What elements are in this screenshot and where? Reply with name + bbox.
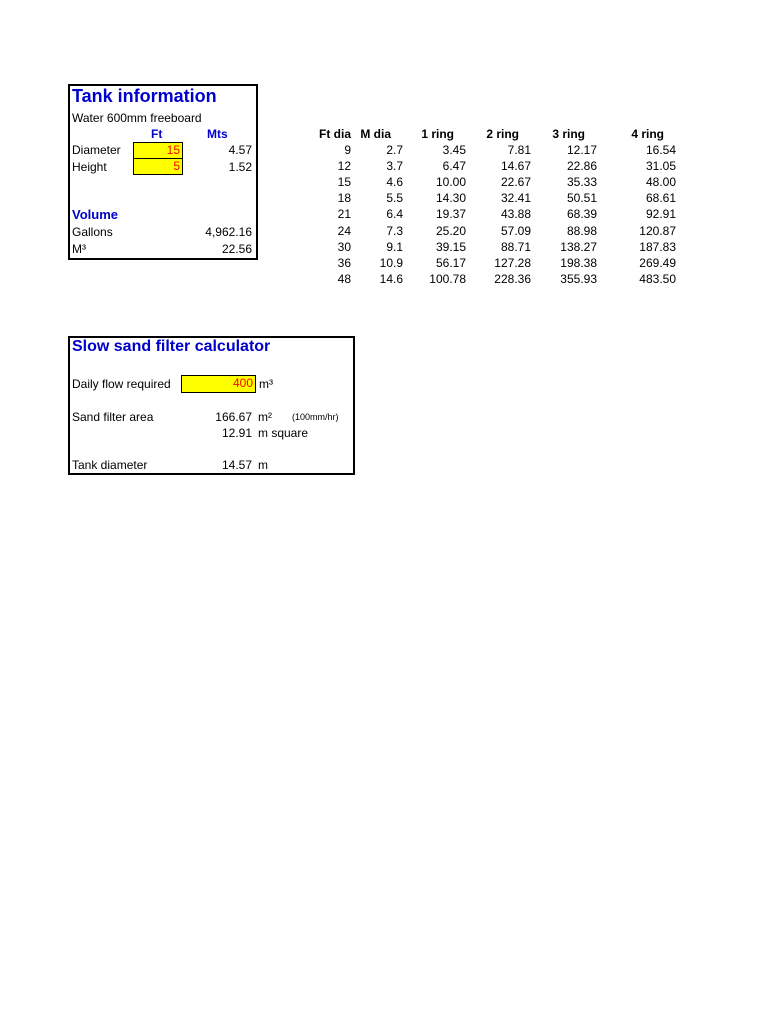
ring-table-cell: 14.6	[379, 271, 403, 286]
filter-title: Slow sand filter calculator	[72, 338, 271, 355]
ring-table-cell: 7.3	[386, 223, 403, 238]
ring-table-cell: 12	[337, 159, 351, 174]
ring-table-cell: 68.39	[566, 207, 597, 222]
ring-table-cell: 4.6	[386, 175, 403, 190]
ring-table-cell: 57.09	[500, 223, 531, 238]
diameter-ft-input[interactable]: 15	[133, 142, 183, 159]
ring-table-header: Ft dia	[319, 127, 351, 141]
ring-table-cell: 35.33	[566, 175, 597, 190]
ring-table-cell: 120.87	[639, 223, 676, 238]
ring-table-cell: 30	[337, 239, 351, 254]
flow-label: Daily flow required	[72, 377, 171, 391]
area-unit: m²	[258, 410, 272, 424]
ring-table-cell: 19.37	[435, 207, 466, 222]
m3-label: M³	[72, 242, 86, 256]
ring-table-cell: 24	[337, 223, 351, 238]
ring-table-cell: 10.9	[379, 255, 403, 270]
ring-table-cell: 3.7	[386, 159, 403, 174]
ring-table-cell: 3.45	[442, 143, 466, 157]
ring-table-header: 3 ring	[552, 127, 585, 141]
ring-table-cell: 10.00	[435, 175, 466, 190]
ring-table-cell: 18	[337, 191, 351, 206]
ring-table-cell: 68.61	[645, 191, 676, 206]
gallons-value: 4,962.16	[205, 225, 252, 239]
area-label: Sand filter area	[72, 410, 154, 424]
ring-table-cell: 48	[337, 271, 351, 286]
square-value: 12.91	[221, 426, 252, 440]
area-value: 166.67	[215, 410, 252, 424]
tank-diameter-label: Tank diameter	[72, 458, 148, 472]
ring-table-cell: 228.36	[494, 271, 531, 286]
ring-table-cell: 2.7	[386, 143, 403, 157]
ring-table-cell: 21	[337, 207, 351, 222]
ring-table-cell: 198.38	[560, 255, 597, 270]
diameter-m-value: 4.57	[228, 143, 252, 157]
ring-table-cell: 9.1	[386, 239, 403, 254]
ring-table-cell: 88.98	[566, 223, 597, 238]
tank-diameter-value: 14.57	[221, 458, 252, 472]
ring-table-cell: 483.50	[639, 271, 676, 286]
ring-table-cell: 36	[337, 255, 351, 270]
ring-table-cell: 48.00	[645, 175, 676, 190]
ring-table-cell: 32.41	[500, 191, 531, 206]
area-note: (100mm/hr)	[292, 412, 339, 422]
ring-table-cell: 50.51	[566, 191, 597, 206]
ring-table-cell: 187.83	[639, 239, 676, 254]
ring-table-cell: 355.93	[560, 271, 597, 286]
ring-table-cell: 43.88	[500, 207, 531, 222]
ring-table-cell: 138.27	[560, 239, 597, 254]
tank-diameter-unit: m	[258, 458, 268, 472]
col-mts-header: Mts	[207, 127, 228, 141]
ring-table-header: 2 ring	[486, 127, 519, 141]
ring-table-cell: 9	[344, 143, 351, 157]
ring-table-cell: 16.54	[645, 143, 676, 157]
col-ft-header: Ft	[151, 127, 163, 141]
ring-table-cell: 39.15	[435, 239, 466, 254]
ring-table-cell: 127.28	[494, 255, 531, 270]
height-label: Height	[72, 160, 107, 174]
ring-table-cell: 92.91	[645, 207, 676, 222]
ring-table-cell: 14.30	[435, 191, 466, 206]
m3-value: 22.56	[221, 242, 252, 256]
volume-heading: Volume	[72, 207, 118, 222]
ring-table-header: M dia	[360, 127, 391, 141]
ring-table-cell: 31.05	[645, 159, 676, 174]
filter-panel	[68, 336, 355, 475]
ring-table-cell: 14.67	[500, 159, 531, 174]
flow-input[interactable]: 400	[181, 375, 256, 393]
ring-table-cell: 22.67	[500, 175, 531, 190]
ring-table-cell: 22.86	[566, 159, 597, 174]
ring-table-cell: 100.78	[429, 271, 466, 286]
ring-table-cell: 88.71	[500, 239, 531, 254]
ring-table-header: 4 ring	[631, 127, 664, 141]
height-ft-input[interactable]: 5	[133, 158, 183, 175]
flow-unit: m³	[259, 377, 273, 391]
square-unit: m square	[258, 426, 309, 440]
ring-table-cell: 269.49	[639, 255, 676, 270]
height-m-value: 1.52	[228, 160, 252, 174]
tank-info-subtitle: Water 600mm freeboard	[72, 111, 202, 125]
ring-table-header: 1 ring	[421, 127, 454, 141]
ring-table-cell: 12.17	[566, 143, 597, 157]
gallons-label: Gallons	[72, 225, 113, 239]
diameter-label: Diameter	[72, 143, 121, 157]
ring-table-cell: 56.17	[435, 255, 466, 270]
ring-table-cell: 25.20	[435, 223, 466, 238]
ring-table-cell: 6.47	[442, 159, 466, 174]
tank-info-title: Tank information	[72, 86, 217, 106]
ring-table-cell: 6.4	[386, 207, 403, 222]
ring-table-cell: 7.81	[507, 143, 531, 157]
ring-table-cell: 15	[337, 175, 351, 190]
ring-table-cell: 5.5	[386, 191, 403, 206]
